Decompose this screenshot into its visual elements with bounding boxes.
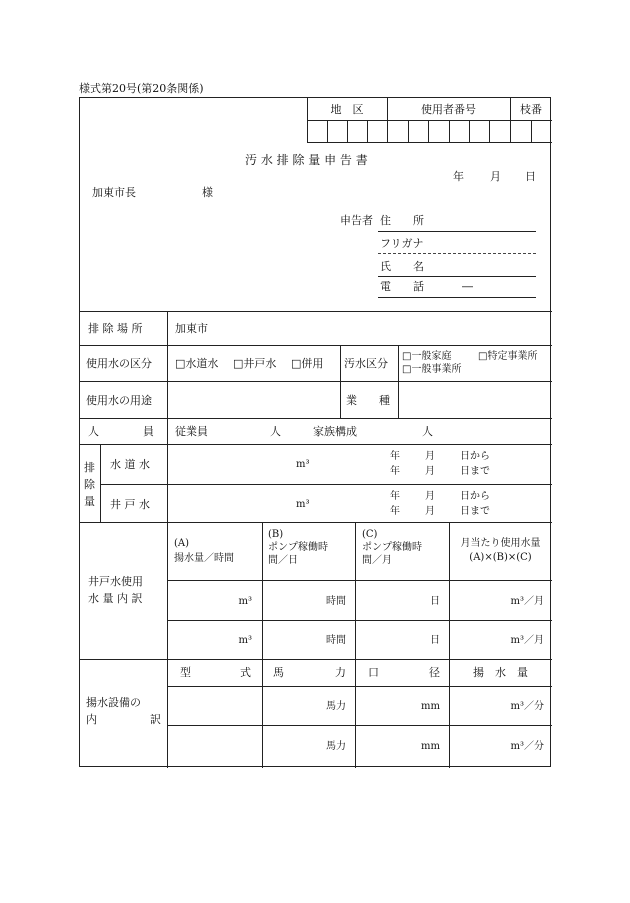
pump-header-hp-b: 力 [335,666,346,679]
employees-label: 従業員 [175,425,208,438]
tap-from-year: 年 [390,451,400,462]
water-option-combined[interactable]: □併用 [291,357,324,370]
pump-header-rate: 揚 水 量 [473,666,528,679]
col-a-code: (A) [174,538,190,549]
pump-label-2a: 内 [86,713,97,726]
pump-row2-bore: mm [421,741,440,752]
discharge-label-2: 除 [84,478,95,491]
pump-row2-hp: 馬力 [326,741,346,752]
sewage-class-label: 汚水区分 [344,357,388,370]
water-option-tap[interactable]: □水道水 [175,357,219,370]
pump-label-2b: 訳 [150,713,161,726]
col-a-title: 揚水量／時間 [174,553,234,564]
well-to-month: 月 [425,506,435,517]
water-class-label: 使用水の区分 [86,357,152,370]
date-month: 月 [490,170,501,183]
breakdown-row1-c: 日 [430,596,440,607]
tap-to-day: 日まで [460,466,490,477]
col-c-code: (C) [362,529,378,540]
discharge-type-well: 井 戸 水 [110,498,150,511]
pump-row1-bore: mm [421,701,440,712]
col-d-title: 月当たり使用水量 [460,538,541,549]
col-c-title: ポンプ稼働時 [362,542,422,553]
well-to-day: 日まで [460,506,490,517]
pump-row1-hp: 馬力 [326,701,346,712]
water-use-label: 使用水の用途 [86,394,152,407]
well-to-year: 年 [390,506,400,517]
tap-to-month: 月 [425,466,435,477]
name-label: 氏 名 [380,260,424,273]
sewage-option-specific[interactable]: □特定事業所 [478,351,538,362]
well-from-day: 日から [460,491,490,502]
col-b-unit: 間／日 [268,555,298,566]
discharge-place-value: 加東市 [175,322,208,335]
sewage-option-household[interactable]: □一般家庭 [402,351,452,362]
breakdown-row1-b: 時間 [326,596,346,607]
sewage-option-general[interactable]: □一般事業所 [402,364,462,375]
persons-label: 人 員 [88,425,154,438]
well-from-month: 月 [425,491,435,502]
tap-to-year: 年 [390,466,400,477]
pump-label-1: 揚水設備の [86,696,141,709]
pump-header-model-b: 式 [240,666,251,679]
date-year: 年 [453,170,464,183]
discharge-unit-well: m³ [296,499,310,510]
phone-dash: ― [462,280,473,293]
breakdown-row2-b: 時間 [326,635,346,646]
user-number-header: 使用者番号 [421,103,476,116]
date-day: 日 [525,170,536,183]
breakdown-row2-c: 日 [430,635,440,646]
business-type-label: 業 種 [346,394,390,407]
family-unit: 人 [422,425,433,438]
well-breakdown-label-2: 水 量 内 訳 [88,592,143,605]
tap-from-day: 日から [460,451,490,462]
pump-row1-rate: m³／分 [510,701,544,712]
col-b-code: (B) [268,529,284,540]
branch-header: 枝番 [520,103,542,116]
family-label: 家族構成 [313,425,357,438]
water-option-well[interactable]: □井戸水 [233,357,277,370]
discharge-place-label: 排 除 場 所 [88,322,143,335]
furigana-label: フリガナ [380,237,424,250]
breakdown-row2-a: m³ [238,635,252,646]
application-form [79,97,551,767]
discharge-unit-tap: m³ [296,459,310,470]
breakdown-row2-d: m³／月 [510,635,544,646]
breakdown-row1-d: m³／月 [510,596,544,607]
pump-row2-rate: m³／分 [510,741,544,752]
tap-from-month: 月 [425,451,435,462]
discharge-type-tap: 水 道 水 [110,458,150,471]
well-from-year: 年 [390,491,400,502]
discharge-label-3: 量 [84,495,95,508]
employees-unit: 人 [270,425,281,438]
applicant-label: 申告者 [340,214,373,227]
phone-label: 電 話 [380,280,424,293]
col-c-unit: 間／月 [362,555,392,566]
pump-header-bore-a: 口 [368,666,379,679]
discharge-label-1: 排 [84,461,95,474]
addressee-name: 加東市長 [92,186,136,199]
pump-header-hp-a: 馬 [273,666,284,679]
col-b-title: ポンプ稼働時 [268,542,328,553]
addressee-suffix: 様 [202,186,213,199]
pump-header-bore-b: 径 [429,666,440,679]
col-d-formula: (A)×(B)×(C) [469,552,532,563]
pump-header-model-a: 型 [180,666,191,679]
address-label: 住 所 [380,214,424,227]
form-title: 汚 水 排 除 量 申 告 書 [245,153,368,167]
district-header: 地 区 [330,103,364,116]
breakdown-row1-a: m³ [238,596,252,607]
well-breakdown-label-1: 井戸水使用 [88,575,143,588]
form-number: 様式第20号(第20条関係) [79,82,204,95]
